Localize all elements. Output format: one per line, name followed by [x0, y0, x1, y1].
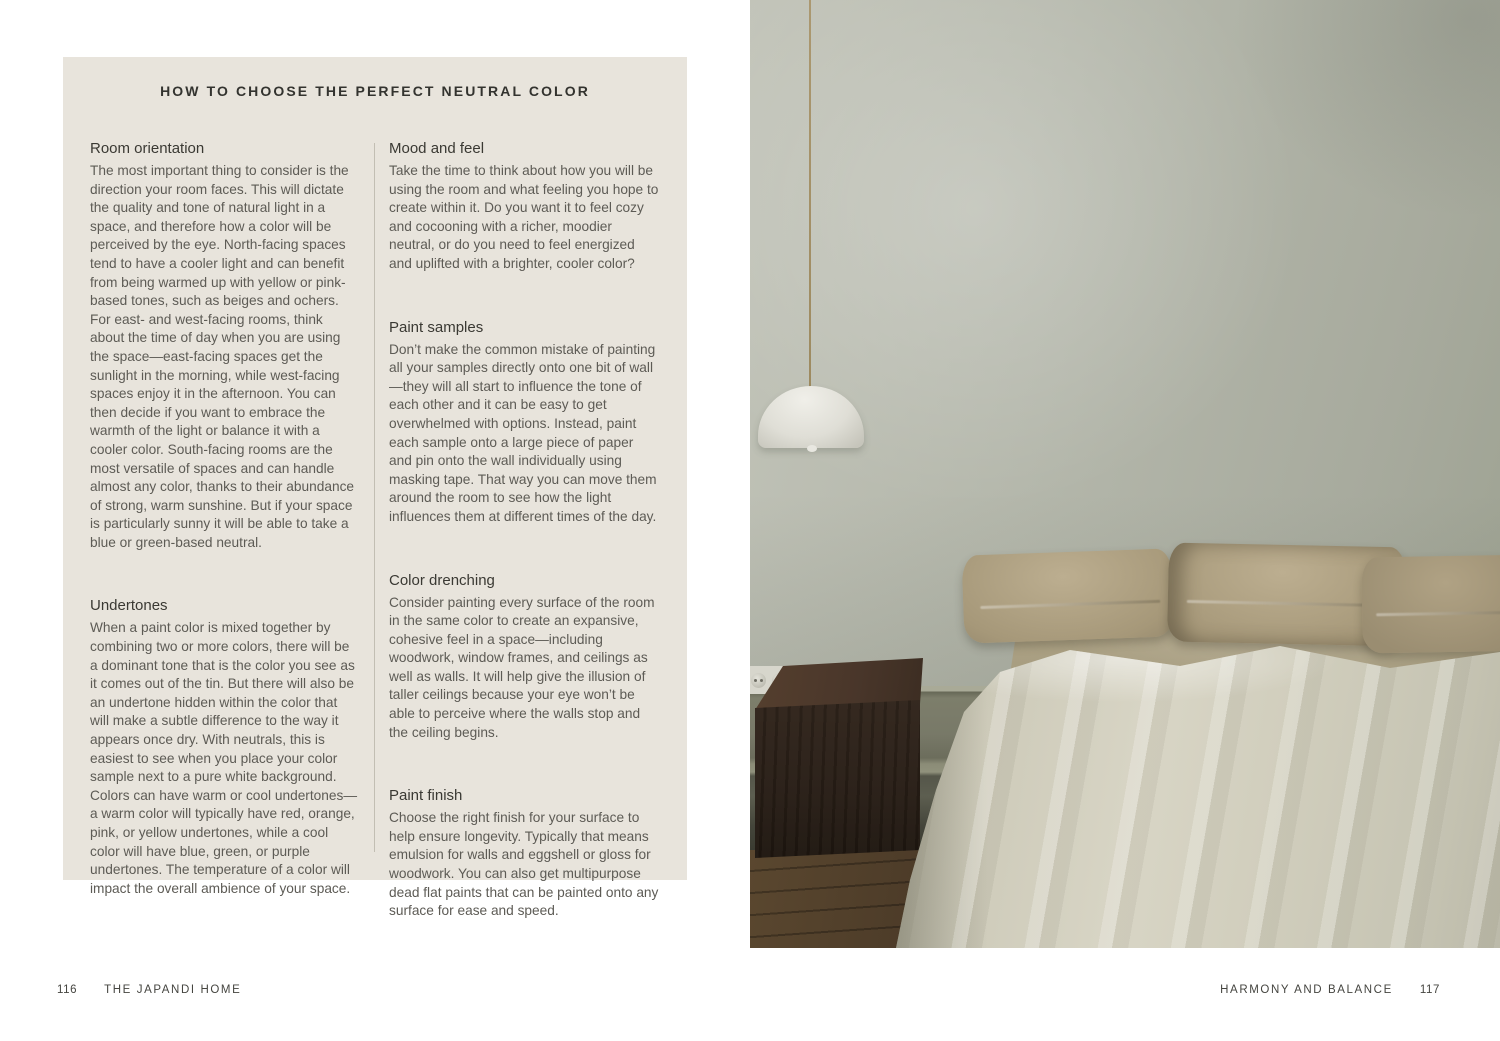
section-body: When a paint color is mixed together by combining two or more colors, there will be a dominant tone that is the color you see as it comes out of the tin. But there will also be an undertone hidden within the color that will make a subtle difference to the way it appears once dry. With neutrals, this is easiest to see when you place your color sample next to a pure white background. Colors can have warm or cool undertones—a warm color will typically have red, orange, pink, or yellow undertones, while a cool color will have blue, green, or purple undertones. The temperature of a color will impact the overall ambience of your space. [90, 620, 358, 896]
column-divider [374, 143, 375, 852]
footer-left [57, 984, 241, 996]
footer-right [1220, 984, 1440, 996]
section-body: Take the time to think about how you will be using the room and what feeling you hope to create within it. Do you want it to feel cozy and cocooning with a richer, moodier neutral, or do you need to feel energized and uplifted with a brighter, cooler color? [389, 163, 659, 271]
section-heading: Paint samples [389, 318, 484, 336]
section-room-orientation [90, 140, 360, 552]
nightstand-cube-front [755, 700, 920, 858]
section-undertones [90, 597, 360, 898]
section-heading: Paint finish [389, 787, 463, 805]
section-heading: Mood and feel [389, 140, 485, 157]
section-heading: Color drenching [389, 571, 495, 589]
page-number-right: 117 [1419, 984, 1440, 996]
pillow [1361, 554, 1500, 653]
lamp-bulb-tip [807, 445, 817, 452]
section-color-drenching [389, 572, 659, 743]
page-title: HOW TO CHOOSE THE PERFECT NEUTRAL COLOR [160, 83, 590, 99]
page-number-left: 116 [57, 984, 78, 996]
bedroom-photo [750, 0, 1500, 948]
pillow [962, 548, 1175, 643]
lamp-shade [758, 386, 864, 448]
section-heading: Room orientation [90, 140, 205, 157]
running-head-right: HARMONY AND BALANCE [1220, 984, 1393, 996]
section-paint-finish [389, 787, 659, 921]
section-mood-and-feel [389, 140, 659, 274]
running-head-left: THE JAPANDI HOME [104, 984, 242, 996]
pendant-lamp [758, 386, 864, 448]
section-heading: Undertones [90, 597, 168, 615]
outlet-socket [751, 673, 766, 688]
text-column-right [389, 140, 659, 966]
section-paint-samples [389, 319, 659, 527]
left-page-card [63, 57, 687, 919]
text-column-left [90, 140, 360, 943]
section-body: Choose the right finish for your surface to help ensure longevity. Typically that means emulsion for walls and eggshell or gloss for woodwork. You can also get multipurpose dead flat paints that can be painted onto any surface for ease and speed. [389, 810, 659, 919]
section-body: The most important thing to consider is the direction your room faces. This will dictate the quality and tone of natural light in a space, and therefore how a color will be perceived by the eye. North-facing spaces tend to have a cooler light and can benefit from being warmed up with yellow or pink-based tones, such as beiges and ochers. For east- and west-facing rooms, think about the time of day when you are using the space—east-facing spaces get the sunlight in the morning, while west-facing spaces enjoy it in the afternoon. You can then decide if you want to embrace the warmth of the light or balance it with a cooler color. South-facing rooms are the most versatile of spaces and can handle almost any color, thanks to their abundance of strong, warm sunshine. But if your space is particularly sunny it will be able to take a blue or green-based neutral. [90, 163, 355, 550]
section-body: Don’t make the common mistake of painting all your samples directly onto one bit of wall—they will all start to influence the tone of each other and it can be easy to get overwhelmed with options. Instead, paint each sample onto a large piece of paper and pin onto the wall individually using masking tape. That way you can move them around the room to see how the light influences them at different times of the day. [389, 341, 657, 524]
section-body: Consider painting every surface of the room in the same color to create an expansive, cohesive feel in a space—including woodwork, window frames, and ceilings as well as walls. It will help give the illusion of taller ceilings because your eye won’t be able to perceive where the walls stop and the ceiling begins. [389, 594, 655, 740]
lamp-cord [809, 0, 811, 388]
